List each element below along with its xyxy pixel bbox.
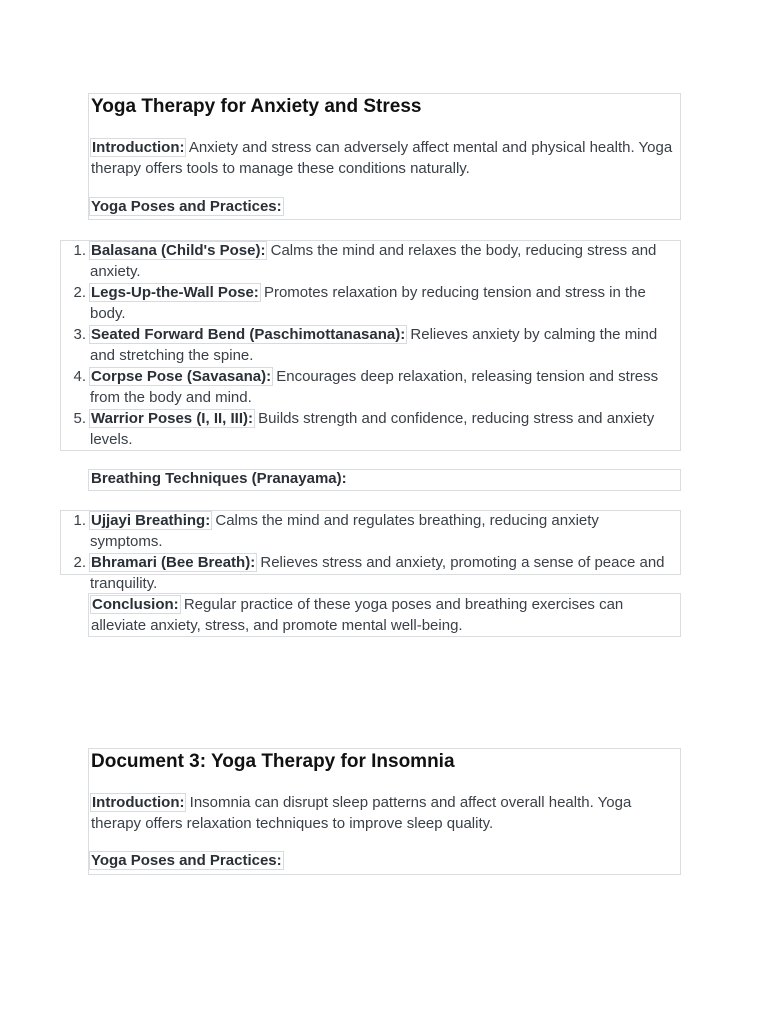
- pose-desc: Promotes relaxation by reducing tension and stress in the body.: [90, 284, 646, 322]
- pose-name: Seated Forward Bend (Paschimottanasana):: [91, 326, 406, 343]
- conclusion-text: Regular practice of these yoga poses and breathing exercises can alleviate anxiety, stress, and promote mental well-being.: [91, 596, 624, 634]
- poses-list: [60, 240, 680, 450]
- conclusion: [91, 594, 677, 636]
- technique-desc: Relieves stress and anxiety, promoting a sense of peace and tranquility.: [90, 554, 665, 592]
- section1-intro: [91, 137, 677, 179]
- list-item: 5. Warrior Poses (I, II, III): Builds strength and confidence, reducing stress and anxiety levels.: [73, 410, 655, 448]
- section2-poses-heading: Yoga Poses and Practices:: [91, 852, 282, 869]
- conclusion-label: Conclusion:: [92, 596, 179, 613]
- list-item: 2. Bhramari (Bee Breath): Relieves stress and anxiety, promoting a sense of peace and tranquility.: [73, 554, 665, 592]
- breathing-list: [60, 510, 680, 594]
- pose-name: Warrior Poses (I, II, III):: [91, 410, 253, 427]
- section2-intro-text: Insomnia can disrupt sleep patterns and affect overall health. Yoga therapy offers relaxation techniques to improve sleep quality.: [91, 794, 632, 832]
- section2-title: Document 3: Yoga Therapy for Insomnia: [91, 751, 455, 772]
- list-item: 3. Seated Forward Bend (Paschimottanasana): Relieves anxiety by calming the mind and stretching the spine.: [73, 326, 658, 364]
- list-item: 2. Legs-Up-the-Wall Pose: Promotes relaxation by reducing tension and stress in the body.: [73, 284, 646, 322]
- pose-desc: Relieves anxiety by calming the mind and stretching the spine.: [90, 326, 658, 364]
- technique-name: Bhramari (Bee Breath):: [91, 554, 256, 571]
- list-item: 1. Ujjayi Breathing: Calms the mind and regulates breathing, reducing anxiety symptoms.: [73, 512, 599, 550]
- pose-desc: Calms the mind and relaxes the body, reducing stress and anxiety.: [90, 242, 657, 280]
- list-item: 4. Corpse Pose (Savasana): Encourages deep relaxation, releasing tension and stress from the body and mind.: [73, 368, 659, 406]
- section1-intro-text: Anxiety and stress can adversely affect mental and physical health. Yoga therapy offers tools to manage these conditions naturally.: [91, 139, 673, 177]
- technique-desc: Calms the mind and regulates breathing, reducing anxiety symptoms.: [90, 512, 599, 550]
- section1-intro-label: Introduction:: [92, 139, 185, 156]
- pose-desc: Builds strength and confidence, reducing stress and anxiety levels.: [90, 410, 655, 448]
- section2-intro-label: Introduction:: [92, 794, 185, 811]
- pose-desc: Encourages deep relaxation, releasing tension and stress from the body and mind.: [90, 368, 659, 406]
- pose-name: Corpse Pose (Savasana):: [91, 368, 272, 385]
- breathing-heading: Breathing Techniques (Pranayama):: [91, 470, 347, 487]
- section1-title: Yoga Therapy for Anxiety and Stress: [91, 96, 422, 117]
- pose-name: Legs-Up-the-Wall Pose:: [91, 284, 259, 301]
- pose-name: Balasana (Child's Pose):: [91, 242, 266, 259]
- list-item: 1. Balasana (Child's Pose): Calms the mind and relaxes the body, reducing stress and anxiety.: [73, 242, 657, 280]
- section1-poses-heading: Yoga Poses and Practices:: [91, 198, 282, 215]
- section2-intro: [91, 792, 677, 834]
- technique-name: Ujjayi Breathing:: [91, 512, 211, 529]
